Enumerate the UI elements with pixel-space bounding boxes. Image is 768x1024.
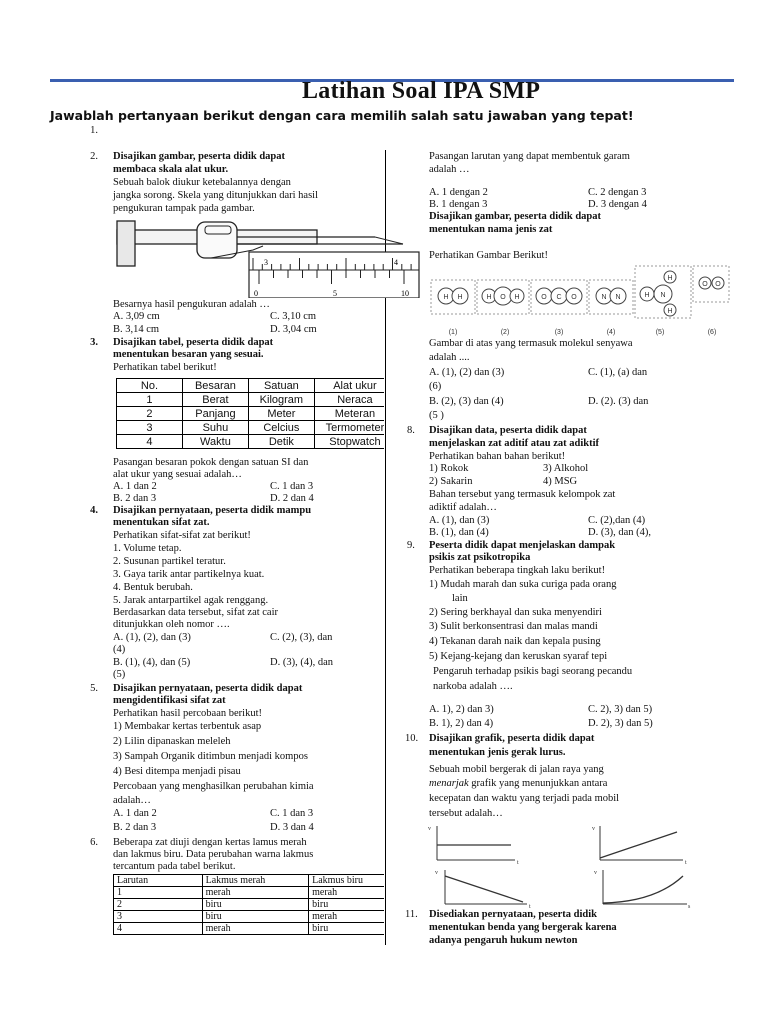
q6-table	[113, 874, 384, 935]
q10-italic-word: menarjak	[429, 778, 469, 789]
table-row	[117, 435, 385, 449]
q5-stem-2: adalah…	[113, 795, 151, 806]
table-row	[117, 407, 385, 421]
q7-option-d[interactable]: D. (2). (3) dan	[588, 396, 649, 407]
scale-label-4: 4	[394, 258, 398, 267]
q2-heading: Disajikan gambar, peserta didik dapat	[113, 151, 286, 162]
q2-option-d[interactable]: D. 3,04 cm	[270, 324, 317, 335]
vernier-caliper-image	[113, 216, 423, 298]
q9-heading: Peserta didik dapat menjelaskan dampak	[429, 540, 616, 551]
q9-heading-2: psikis zat psikotropika	[429, 552, 531, 563]
table-cell: biru	[202, 911, 309, 923]
q4-heading-2: menentukan sifat zat.	[113, 517, 210, 528]
q3-table-wrap	[116, 378, 384, 449]
q2-text-3: pengukuran tampak pada gambar.	[113, 203, 255, 214]
q6-option-c[interactable]: C. 2 dengan 3	[588, 187, 647, 198]
q6-stem-2: adalah …	[429, 164, 470, 175]
table-cell: Panjang	[182, 407, 248, 421]
q9-item: 4) Tekanan darah naik dan kepala pusing	[429, 636, 601, 647]
q4-number: 4.	[90, 505, 98, 516]
q6-text-2: dan lakmus biru. Data perubahan warna lakmus	[113, 849, 314, 860]
q8-heading-2: menjelaskan zat aditif atau zat adiktif	[429, 438, 600, 449]
table-row	[117, 421, 385, 435]
atom-label: H	[457, 294, 463, 301]
q6-number: 6.	[90, 837, 98, 848]
q3-option-c[interactable]: C. 1 dan 3	[270, 481, 314, 492]
table-cell: 1	[114, 887, 203, 899]
q4-option-a[interactable]: A. (1), (2), dan (3)	[113, 632, 191, 643]
q9-item-cont: lain	[452, 593, 468, 604]
q8-text-1: Perhatikan bahan bahan berikut!	[429, 451, 566, 462]
q6-stem-1: Pasangan larutan yang dapat membentuk garam	[429, 151, 630, 162]
table-header-cell: Larutan	[114, 875, 203, 887]
zoomed-scale	[249, 252, 419, 298]
table-cell: 3	[117, 421, 183, 435]
table-header-cell: Alat ukur	[314, 379, 384, 393]
table-cell: Detik	[248, 435, 314, 449]
atom-label: H	[443, 294, 449, 301]
q9-item: 3) Sulit berkonsentrasi dan malas mandi	[429, 621, 598, 632]
table-row	[114, 899, 385, 911]
table-cell: 3	[114, 911, 203, 923]
q5-option-a[interactable]: A. 1 dan 2	[113, 808, 157, 819]
scale-label-10: 10	[401, 289, 409, 298]
atom-label: N	[601, 294, 607, 301]
atom-label: H	[667, 308, 673, 315]
q9-item: 2) Sering berkhayal dan suka menyendiri	[429, 607, 602, 618]
molecule-label: (5)	[655, 329, 665, 336]
q8-option-b[interactable]: B. (1), dan (4)	[429, 527, 489, 538]
q4-option-b-cont: (5)	[113, 669, 126, 680]
q4-item: 5. Jarak antarpartikel agak renggang.	[113, 595, 269, 606]
table-header-cell: Lakmus merah	[202, 875, 309, 887]
q6-option-b[interactable]: B. 1 dengan 3	[429, 199, 488, 210]
q4-heading: Disajikan pernyataan, peserta didik mampu	[113, 505, 312, 516]
q6-option-d[interactable]: D. 3 dengan 4	[588, 199, 647, 210]
table-cell: 4	[117, 435, 183, 449]
q11-heading-2: menentukan benda yang bergerak karena	[429, 922, 617, 933]
q2-option-b[interactable]: B. 3,14 cm	[113, 324, 160, 335]
q8-option-d[interactable]: D. (3), dan (4),	[588, 527, 651, 538]
q8-item: 4) MSG	[543, 476, 578, 487]
atom-label: H	[514, 294, 520, 301]
q5-heading-2: mengidentifikasi sifat zat	[113, 695, 226, 706]
molecule-label: (2)	[500, 329, 510, 336]
q2-option-a[interactable]: A. 3,09 cm	[113, 311, 160, 322]
q10-heading: Disajikan grafik, peserta didik dapat	[429, 733, 595, 744]
q3-option-d[interactable]: D. 2 dan 4	[270, 493, 314, 504]
table-cell: Celcius	[248, 421, 314, 435]
q10-text-4: tersebut adalah…	[429, 808, 503, 819]
q4-item: 3. Gaya tarik antar partikelnya kuat.	[113, 569, 265, 580]
q10-text-1: Sebuah mobil bergerak di jalan raya yang	[429, 764, 604, 775]
q8-heading: Disajikan data, peserta didik dapat	[429, 425, 587, 436]
table-header-cell: Satuan	[248, 379, 314, 393]
molecule-label: (1)	[448, 329, 458, 336]
q2-number: 2.	[90, 151, 98, 162]
q7-option-b[interactable]: B. (2), (3) dan (4)	[429, 396, 504, 407]
q3-text-1: Perhatikan tabel berikut!	[113, 362, 217, 373]
q5-stem-1: Percobaan yang menghasilkan perubahan kimia	[113, 781, 314, 792]
q10-text-3: kecepatan dan waktu yang terjadi pada mobil	[429, 793, 620, 804]
q4-option-a-cont: (4)	[113, 644, 126, 655]
table-cell: Neraca	[314, 393, 384, 407]
q9-option-c[interactable]: C. 2), 3) dan 5)	[588, 704, 653, 715]
instruction: Jawablah pertanyaan berikut dengan cara memilih salah satu jawaban yang tepat!	[50, 108, 634, 123]
q5-heading: Disajikan pernyataan, peserta didik dapat	[113, 683, 303, 694]
q5-item: 1) Membakar kertas terbentuk asap	[113, 721, 262, 732]
molecule-label: (6)	[707, 329, 717, 336]
q6-text-3: tercantum pada tabel berikut.	[113, 861, 236, 872]
atom-label: O	[500, 294, 506, 301]
table-header-cell: No.	[117, 379, 183, 393]
q10-number: 10.	[405, 733, 419, 744]
q10-text-2b: grafik yang menunjukkan antara	[468, 778, 608, 789]
table-cell: merah	[202, 887, 309, 899]
q11-heading-3: adanya pengaruh hukum newton	[429, 935, 578, 946]
q5-item: 4) Besi ditempa menjadi pisau	[113, 766, 241, 777]
q2-heading-2: membaca skala alat ukur.	[113, 164, 229, 175]
q6-option-a[interactable]: A. 1 dengan 2	[429, 187, 488, 198]
graph-d	[603, 870, 687, 904]
q6-table-wrap	[113, 874, 384, 935]
table-cell: biru	[309, 899, 384, 911]
q2-text-2: jangka sorong. Skela yang ditunjukkan dari hasil	[113, 190, 319, 201]
q4-stem-1: Berdasarkan data tersebut, sifat zat cair	[113, 607, 279, 618]
table-cell: biru	[309, 923, 384, 935]
axis-label: v	[592, 826, 595, 832]
q3-stem-1: Pasangan besaran pokok dengan satuan SI dan	[113, 457, 309, 468]
table-cell: 4	[114, 923, 203, 935]
q7-heading: Disajikan gambar, peserta didik dapat	[429, 211, 602, 222]
q3-table	[116, 378, 384, 449]
q3-stem-2: alat ukur yang sesuai adalah…	[113, 469, 242, 480]
q9-option-a[interactable]: A. 1), 2) dan 3)	[429, 704, 494, 715]
q4-option-c[interactable]: C. (2), (3), dan	[270, 632, 333, 643]
q9-item: 1) Mudah marah dan suka curiga pada orang	[429, 579, 617, 590]
q11-number: 11.	[405, 909, 418, 920]
table-row	[114, 887, 385, 899]
q4-option-d[interactable]: D. (3), (4), dan	[270, 657, 333, 668]
axis-label: s	[688, 904, 691, 908]
q7-stem-2: adalah ....	[429, 352, 470, 363]
q3-option-a[interactable]: A. 1 dan 2	[113, 481, 157, 492]
q7-text-1: Perhatikan Gambar Berikut!	[429, 250, 548, 261]
q11-heading: Disediakan pernyataan, peserta didik	[429, 909, 598, 920]
q5-number: 5.	[90, 683, 98, 694]
q10-text-2	[429, 778, 607, 791]
table-cell: merah	[202, 923, 309, 935]
q3-heading: Disajikan tabel, peserta didik dapat	[113, 337, 274, 348]
q7-option-a-cont: (6)	[429, 381, 442, 392]
molecule-label: (3)	[554, 329, 564, 336]
q7-option-c[interactable]: C. (1), (a) dan	[588, 367, 648, 378]
table-cell: Suhu	[182, 421, 248, 435]
q4-option-b[interactable]: B. (1), (4), dan (5)	[113, 657, 191, 668]
q5-option-b[interactable]: B. 2 dan 3	[113, 822, 157, 833]
atom-label: H	[486, 294, 492, 301]
scale-label-5: 5	[333, 289, 337, 298]
table-cell: Kilogram	[248, 393, 314, 407]
q7-heading-2: menentukan nama jenis zat	[429, 224, 553, 235]
table-row	[117, 393, 385, 407]
molecule-label: (4)	[606, 329, 616, 336]
q6-text-1: Beberapa zat diuji dengan kertas lamus merah	[113, 837, 307, 848]
molecule-diagrams	[425, 262, 735, 340]
axis-label: t	[517, 860, 519, 866]
q5-item: 2) Lilin dipanaskan meleleh	[113, 736, 231, 747]
table-cell: Meter	[248, 407, 314, 421]
axis-label: v	[435, 870, 438, 876]
q5-item: 3) Sampah Organik ditimbun menjadi kompos	[113, 751, 308, 762]
graph-c	[445, 870, 527, 904]
q7-option-a[interactable]: A. (1), (2) dan (3)	[429, 367, 505, 378]
q5-option-c[interactable]: C. 1 dan 3	[270, 808, 314, 819]
table-cell: merah	[309, 887, 384, 899]
q8-number: 8.	[407, 425, 415, 436]
q4-item: 4. Bentuk berubah.	[113, 582, 193, 593]
q3-option-b[interactable]: B. 2 dan 3	[113, 493, 157, 504]
axis-label: t	[685, 860, 687, 866]
atom-label: O	[715, 281, 721, 288]
q3-number: 3.	[90, 337, 98, 348]
table-cell: Termometer	[314, 421, 384, 435]
table-cell: 1	[117, 393, 183, 407]
q10-heading-2: menentukan jenis gerak lurus.	[429, 747, 566, 758]
q8-stem-2: adiktif adalah…	[429, 502, 497, 513]
atom-label: O	[571, 294, 577, 301]
q8-item: 3) Alkohol	[543, 463, 589, 474]
atom-label: N	[615, 294, 621, 301]
table-header-cell: Lakmus biru	[309, 875, 384, 887]
q9-option-d[interactable]: D. 2), 3) dan 5)	[588, 718, 653, 729]
table-cell: merah	[309, 911, 384, 923]
atom-label: H	[667, 275, 673, 282]
q2-text-1: Sebuah balok diukur ketebalannya dengan	[113, 177, 291, 188]
table-cell: 2	[117, 407, 183, 421]
q8-option-c[interactable]: C. (2),dan (4)	[588, 515, 646, 526]
q7-option-b-cont: (5 )	[429, 410, 444, 421]
q7-stem-1: Gambar di atas yang termasuk molekul senyawa	[429, 338, 633, 349]
q9-item: 5) Kejang-kejang dan keruskan syaraf tepi	[429, 651, 608, 662]
q8-stem-1: Bahan tersebut yang termasuk kelompok zat	[429, 489, 616, 500]
q5-option-d[interactable]: D. 3 dan 4	[270, 822, 314, 833]
q8-item: 1) Rokok	[429, 463, 469, 474]
graph-b	[600, 826, 683, 860]
table-cell: 2	[114, 899, 203, 911]
axis-label: v	[594, 870, 597, 876]
scale-label-0: 0	[254, 289, 258, 298]
q3-heading-2: menentukan besaran yang sesuai.	[113, 349, 264, 360]
table-row	[114, 923, 385, 935]
page-title: Latihan Soal IPA SMP	[302, 78, 541, 104]
q9-option-b[interactable]: B. 1), 2) dan 4)	[429, 718, 494, 729]
graph-a	[437, 826, 515, 860]
table-cell: biru	[202, 899, 309, 911]
table-cell: Waktu	[182, 435, 248, 449]
table-cell: Berat	[182, 393, 248, 407]
atom-label: H	[644, 292, 650, 299]
atom-label: C	[556, 294, 562, 301]
q8-item: 2) Sakarin	[429, 476, 473, 487]
table-header-cell: Besaran	[182, 379, 248, 393]
atom-label: O	[541, 294, 547, 301]
atom-label: O	[702, 281, 708, 288]
table-cell: Stopwatch	[314, 435, 384, 449]
q4-item: 1. Volume tetap.	[113, 543, 182, 554]
motion-graphs	[425, 820, 695, 908]
axis-label: v	[428, 826, 431, 832]
q4-stem-2: ditunjukkan oleh nomor ….	[113, 619, 230, 630]
table-row	[114, 911, 385, 923]
q8-option-a[interactable]: A. (1), dan (3)	[429, 515, 490, 526]
q2-option-c[interactable]: C. 3,10 cm	[270, 311, 317, 322]
atom-label: N	[660, 292, 666, 299]
q9-stem-1: Pengaruh terhadap psikis bagi seorang pecandu	[433, 666, 633, 677]
q1-number: 1.	[90, 125, 98, 136]
table-header-row	[117, 379, 385, 393]
q9-stem-2: narkoba adalah ….	[433, 681, 513, 692]
scale-label-3: 3	[264, 258, 268, 267]
axis-label: t	[529, 904, 531, 908]
q4-text-1: Perhatikan sifat-sifat zat berikut!	[113, 530, 251, 541]
table-header-row	[114, 875, 385, 887]
q4-item: 2. Susunan partikel teratur.	[113, 556, 226, 567]
q9-text-1: Perhatikan beberapa tingkah laku berikut!	[429, 565, 606, 576]
table-cell: Meteran	[314, 407, 384, 421]
q9-number: 9.	[407, 540, 415, 551]
q2-stem: Besarnya hasil pengukuran adalah …	[113, 299, 270, 310]
q5-text-1: Perhatikan hasil percobaan berikut!	[113, 708, 262, 719]
